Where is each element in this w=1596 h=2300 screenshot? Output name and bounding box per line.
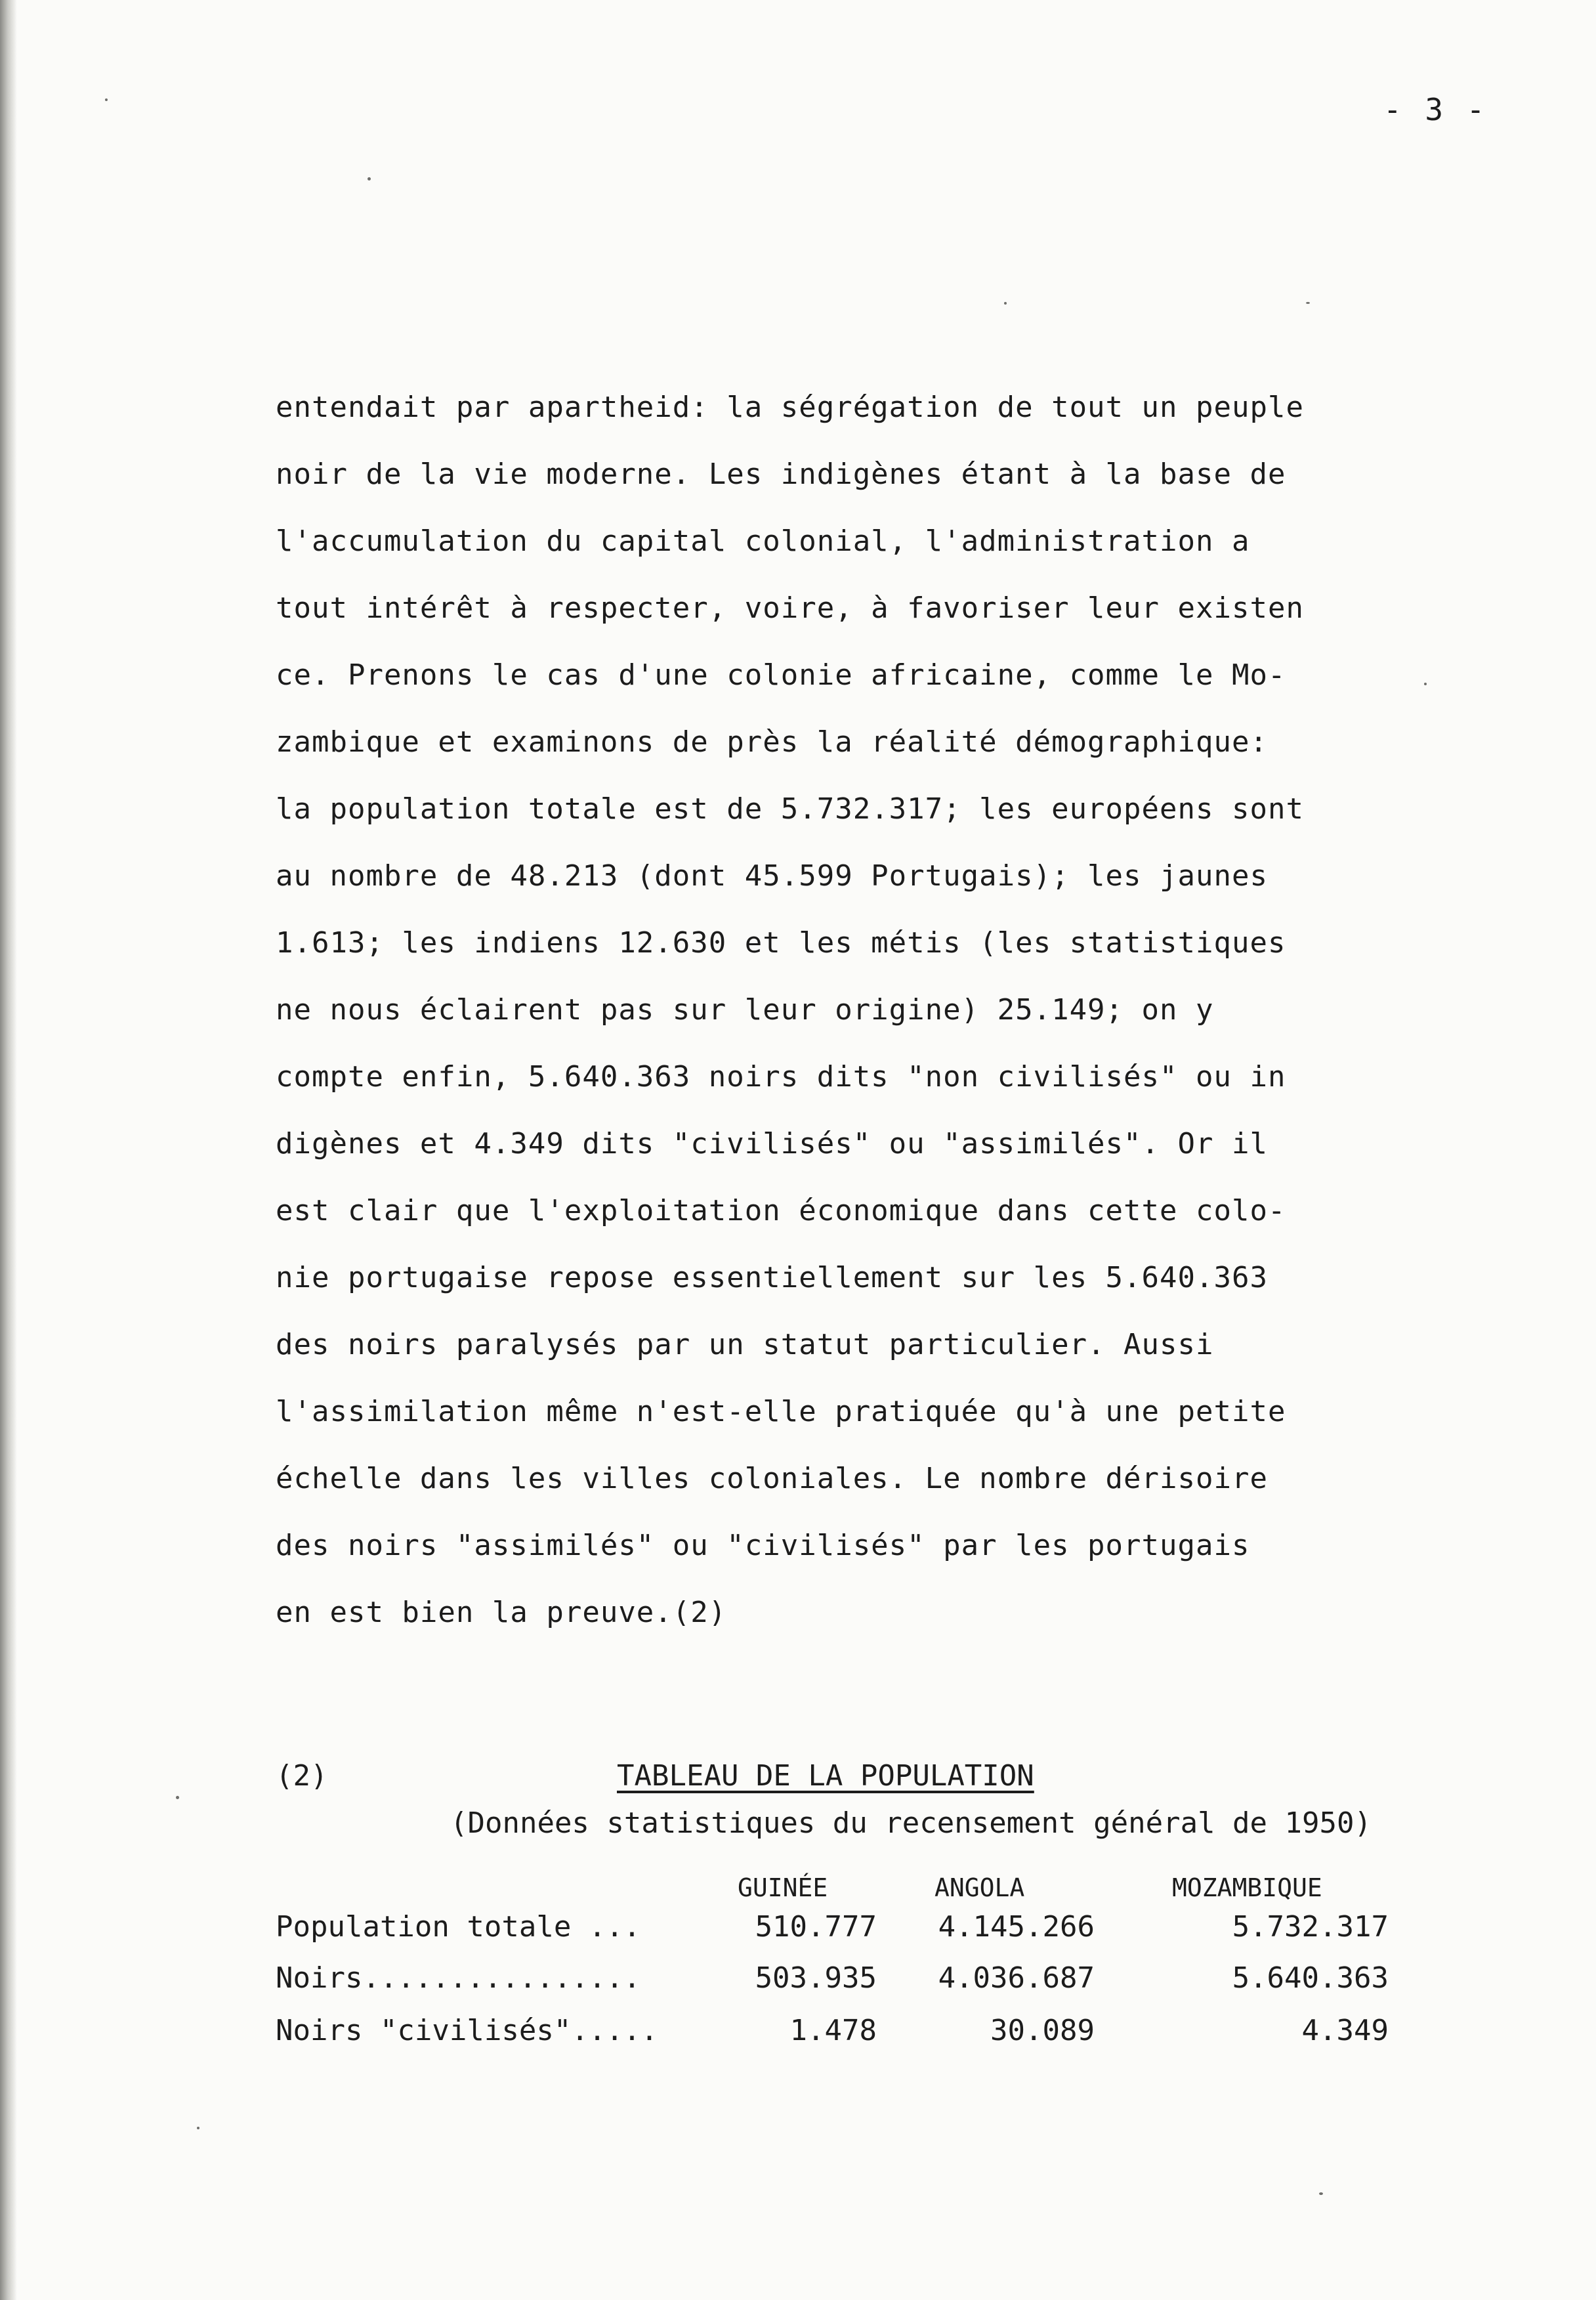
body-text — [276, 374, 1431, 1646]
body-line: est clair que l'exploitation économique dans cette colo- — [276, 1194, 1286, 1227]
cell-angola-civilises: 30.089 — [990, 2014, 1095, 2047]
column-header-mozambique: MOZAMBIQUE — [1172, 1873, 1322, 1902]
cell-angola-population: 4.145.266 — [938, 1910, 1095, 1944]
cell-mozambique-civilises: 4.349 — [1301, 2014, 1389, 2047]
table-title: TABLEAU DE LA POPULATION — [617, 1759, 1034, 1793]
row-label-noirs: Noirs................ — [276, 1961, 641, 1995]
scan-speck — [176, 1796, 179, 1799]
body-line: compte enfin, 5.640.363 noirs dits "non civilisés" ou in — [276, 1060, 1286, 1094]
body-line: noir de la vie moderne. Les indigènes étant à la base de — [276, 458, 1286, 491]
column-header-angola: ANGOLA — [934, 1873, 1025, 1902]
body-line: en est bien la preuve.(2) — [276, 1596, 727, 1629]
body-line: tout intérêt à respecter, voire, à favoriser leur existen — [276, 591, 1304, 625]
table-subtitle: (Données statistiques du recensement général de 1950) — [450, 1806, 1372, 1840]
scan-speck — [1424, 683, 1427, 685]
scan-speck — [105, 98, 108, 101]
body-line: zambique et examinons de près la réalité démographique: — [276, 725, 1268, 759]
body-line: échelle dans les villes coloniales. Le nombre dérisoire — [276, 1462, 1268, 1495]
body-line: nie portugaise repose essentiellement sur les 5.640.363 — [276, 1261, 1268, 1294]
scan-speck — [1319, 2192, 1323, 2195]
body-line: au nombre de 48.213 (dont 45.599 Portugais); les jaunes — [276, 859, 1268, 893]
body-line: entendait par apartheid: la ségrégation de tout un peuple — [276, 391, 1304, 424]
scan-speck — [1004, 302, 1007, 305]
cell-guinee-noirs: 503.935 — [755, 1961, 877, 1995]
body-line: des noirs paralysés par un statut particulier. Aussi — [276, 1328, 1214, 1361]
scan-speck — [368, 177, 371, 181]
cell-angola-noirs: 4.036.687 — [938, 1961, 1095, 1995]
scan-speck — [1306, 302, 1310, 304]
footnote-marker: (2) — [276, 1759, 328, 1793]
cell-mozambique-noirs: 5.640.363 — [1232, 1961, 1389, 1995]
cell-guinee-civilises: 1.478 — [789, 2014, 877, 2047]
body-line: l'accumulation du capital colonial, l'administration a — [276, 524, 1250, 558]
row-label-population-totale: Population totale ... — [276, 1910, 641, 1944]
body-line: des noirs "assimilés" ou "civilisés" par les portugais — [276, 1529, 1250, 1562]
cell-guinee-population: 510.777 — [755, 1910, 877, 1944]
cell-mozambique-population: 5.732.317 — [1232, 1910, 1389, 1944]
row-label-noirs-civilises: Noirs "civilisés"..... — [276, 2014, 658, 2047]
body-line: ne nous éclairent pas sur leur origine) 25.149; on y — [276, 993, 1214, 1027]
body-line: la population totale est de 5.732.317; les européens sont — [276, 792, 1304, 826]
scan-edge-shadow — [0, 0, 17, 2300]
page-number: - 3 - — [1383, 92, 1488, 127]
body-line: l'assimilation même n'est-elle pratiquée qu'à une petite — [276, 1395, 1286, 1428]
body-line: digènes et 4.349 dits "civilisés" ou "assimilés". Or il — [276, 1127, 1268, 1161]
body-line: 1.613; les indiens 12.630 et les métis (les statistiques — [276, 926, 1286, 960]
scan-speck — [197, 2127, 200, 2129]
body-line: ce. Prenons le cas d'une colonie africaine, comme le Mo- — [276, 658, 1286, 692]
column-header-guinee: GUINÉE — [738, 1873, 828, 1902]
